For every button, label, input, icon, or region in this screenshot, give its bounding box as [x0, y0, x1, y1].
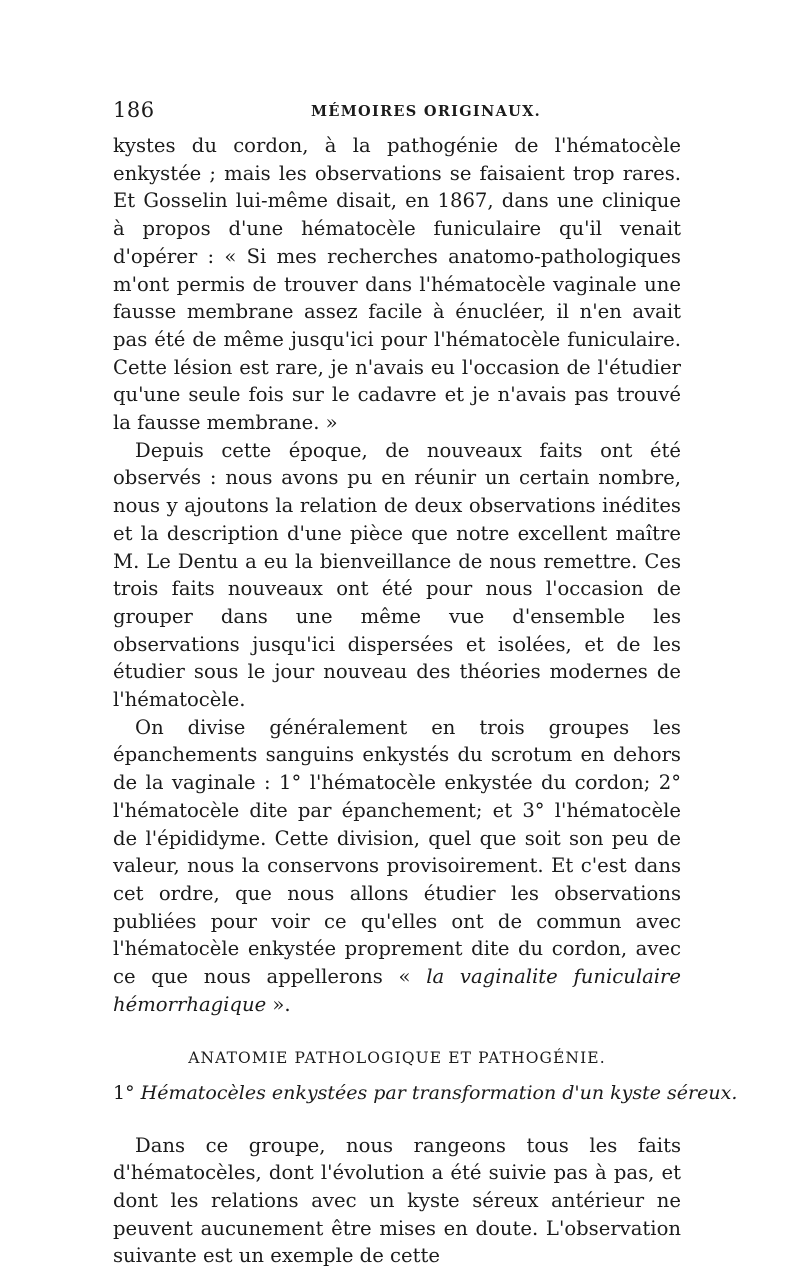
subsection-number: 1°: [113, 1082, 135, 1104]
paragraph-on-divise: [113, 714, 681, 1019]
spacer: [113, 1106, 681, 1132]
running-title: MÉMOIRES ORIGINAUX.: [311, 103, 541, 120]
page-header: [113, 98, 681, 130]
subsection-title: Hématocèles enkystées par transformation d'un kyste séreux.: [141, 1082, 738, 1104]
paragraph-depuis: Depuis cette époque, de nouveaux faits ont été observés : nous avons pu en réunir un certain nombre, nous y ajoutons la relation de deux observations inédites et la description d'une pièce que notre excellent maître M. Le Dentu a eu la bienveillance de nous remettre. Ces trois faits nouveaux ont été pour nous l'occasion de grouper dans une même vue d'ensemble les observations jusqu'ici dispersées et isolées, et de les étudier sous le jour nouveau des théories modernes de l'hématocèle.: [113, 437, 681, 714]
paragraph-on-divise-end: ».: [266, 993, 290, 1016]
subsection-heading: [113, 1080, 681, 1106]
section-heading: ANATOMIE PATHOLOGIQUE ET PATHOGÉNIE.: [113, 1046, 681, 1070]
paragraph-dans-ce-groupe: Dans ce groupe, nous rangeons tous les faits d'hématocèles, dont l'évolution a été suivie pas à pas, et dont les relations avec un kyste séreux antérieur ne peuvent aucunement être mises en doute. L'observation suivante est un exemple de cette: [113, 1132, 681, 1270]
italic-term: la vaginalite funiculaire hémorrhagique: [113, 965, 681, 1016]
page-body: [113, 132, 681, 1270]
paragraph-on-divise-text: On divise généralement en trois groupes les épanchements sanguins enkystés du scrotum en dehors de la vaginale : 1° l'hématocèle enkystée du cordon; 2° l'hématocèle dite par épanchement; et 3° l'hématocèle de l'épididyme. Cette division, quel que soit son peu de valeur, nous la conservons provisoirement. Et c'est dans cet ordre, que nous allons étudier les observations publiées pour voir ce qu'elles ont de commun avec l'hématocèle enkystée proprement dite du cordon, avec ce que nous appellerons «: [113, 716, 681, 988]
page-number: 186: [113, 98, 155, 122]
paragraph-continued: kystes du cordon, à la pathogénie de l'hématocèle enkystée ; mais les observations se faisaient trop rares. Et Gosselin lui-même disait, en 1867, dans une clinique à propos d'une hématocèle funiculaire qu'il venait d'opérer : « Si mes recherches anatomo-pathologiques m'ont permis de trouver dans l'hématocèle vaginale une fausse membrane assez facile à énucléer, il n'en avait pas été de même jusqu'ici pour l'hématocèle funiculaire. Cette lésion est rare, je n'avais eu l'occasion de l'étudier qu'une seule fois sur le cadavre et je n'avais pas trouvé la fausse membrane. »: [113, 132, 681, 437]
